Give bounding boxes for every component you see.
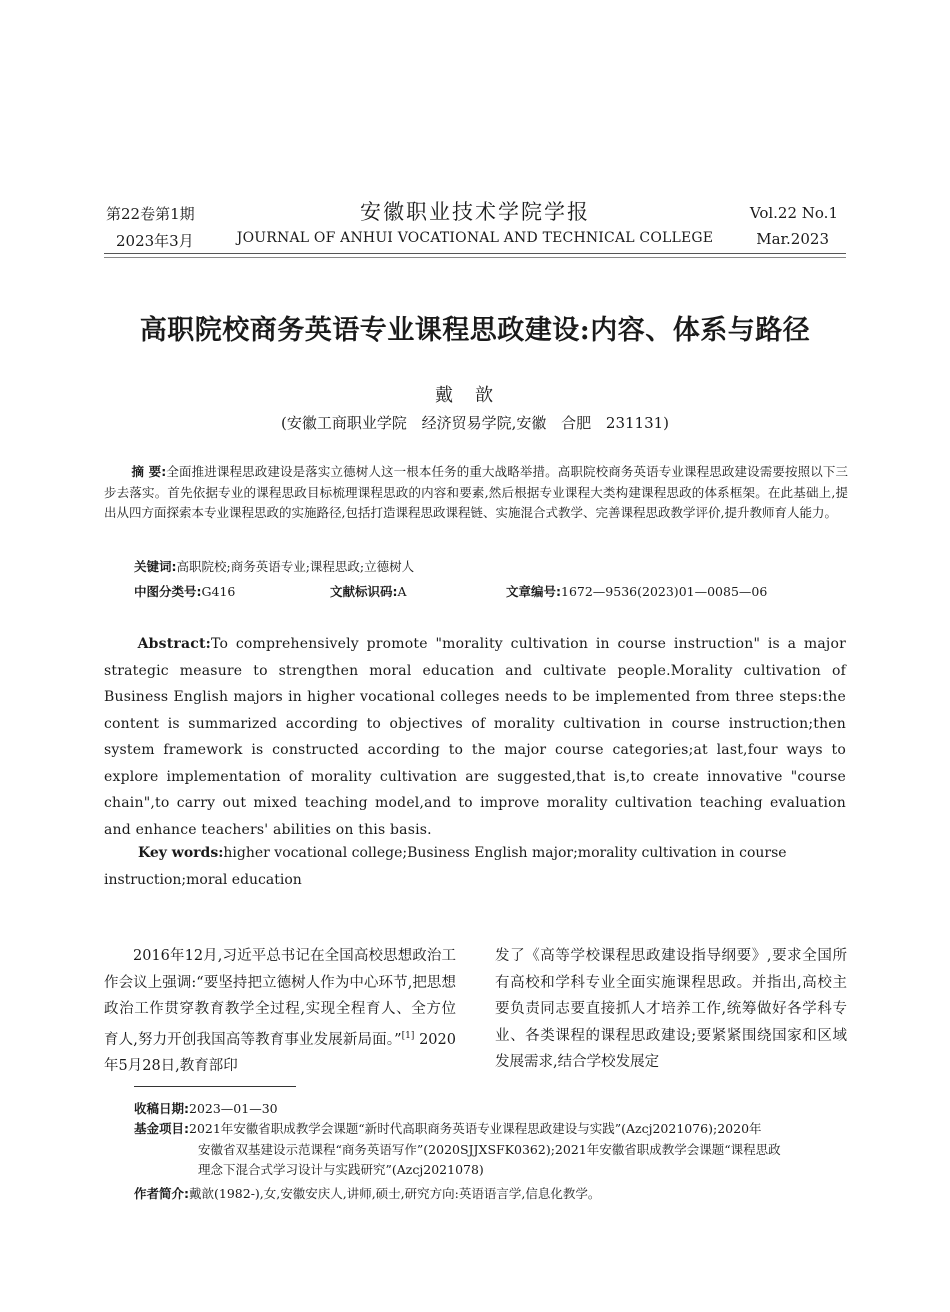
- author-name: 戴歆: [435, 385, 515, 406]
- article-number: [506, 582, 767, 600]
- header-rule-top: [104, 253, 846, 254]
- fund-line-3: 理念下混合式学习设计与实践研究”(Azcj2021078): [198, 1162, 484, 1177]
- fund-line-1: 2021年安徽省职成教学会课题“新时代高职商务英语专业课程思政建设与实践”(Azcj2021076);2020年: [189, 1121, 762, 1136]
- keywords-cn-label: 关键词:: [134, 559, 177, 574]
- article-no-label: 文章编号:: [506, 584, 561, 599]
- body-column-right: [495, 943, 847, 1076]
- date-en: Mar.2023: [756, 230, 829, 248]
- doc-label: 文献标识码:: [330, 584, 398, 599]
- received-date: 2023—01—30: [189, 1101, 278, 1116]
- abstract-cn: [104, 462, 848, 524]
- abstract-en: [104, 631, 846, 843]
- abstract-cn-text: 全面推进课程思政建设是落实立德树人这一根本任务的重大战略举措。高职院校商务英语专业课程思政建设需要按照以下三步去落实。首先依据专业的课程思政目标梳理课程思政的内容和要素,然后根据专业课程大类构建课程思政的体系框架。在此基础上,提出从四方面探索本专业课程思政的实施路径,包括打造课程思政课程链、实施混合式教学、完善课程思政教学评价,提升教师育人能力。: [104, 464, 848, 520]
- journal-title-en: JOURNAL OF ANHUI VOCATIONAL AND TECHNICAL COLLEGE: [236, 230, 714, 246]
- fund-label: 基金项目:: [134, 1121, 189, 1136]
- received-label: 收稿日期:: [134, 1101, 189, 1116]
- fund-line-2: 安徽省双基建设示范课程“商务英语写作”(2020SJJXSFK0362);2021年安徽省职成教学会课题“课程思政: [198, 1141, 781, 1157]
- journal-title-cn: 安徽职业技术学院学报: [360, 200, 590, 224]
- clc-number: [134, 582, 235, 600]
- article-no-value: 1672—9536(2023)01—0085—06: [561, 584, 768, 599]
- keywords-en-text: higher vocational college;Business English major;morality cultivation in course instruction;moral education: [104, 845, 787, 888]
- body-left-text-cont: 2020年5月28日,教育部印: [104, 1031, 456, 1074]
- clc-value: G416: [201, 584, 236, 599]
- footnote-rule: [134, 1086, 296, 1087]
- keywords-cn: [134, 557, 414, 575]
- bio-text: 戴歆(1982-),女,安徽安庆人,讲师,硕士,研究方向:英语语言学,信息化教学。: [189, 1186, 601, 1201]
- abstract-cn-label: 摘 要:: [131, 464, 167, 479]
- abstract-en-label: Abstract:: [137, 636, 212, 652]
- body-left-text: 2016年12月,习近平总书记在全国高校思想政治工作会议上强调:“要坚持把立德树人作为中心环节,把思想政治工作贯穿教育教学全过程,实现全程育人、全方位育人,努力开创我国高等教育事业发展新局面。”: [104, 948, 456, 1048]
- body-right-text: 发了《高等学校课程思政建设指导纲要》,要求全国所有高校和学科专业全面实施课程思政。并指出,高校主要负责同志要直接抓人才培养工作,统筹做好各学科专业、各类课程的课程思政建设;要紧紧围绕国家和区域发展需求,结合学校发展定: [495, 948, 847, 1070]
- citation-ref: [1]: [401, 1030, 415, 1041]
- footnote-received: [134, 1099, 850, 1120]
- clc-label: 中图分类号:: [134, 584, 202, 599]
- header-rule-bottom: [104, 257, 846, 258]
- keywords-cn-text: 高职院校;商务英语专业;课程思政;立德树人: [176, 559, 415, 574]
- author-affiliation: (安徽工商职业学院 经济贸易学院,安徽 合肥 231131): [280, 414, 670, 432]
- abstract-en-text: To comprehensively promote "morality cultivation in course instruction" is a major strategic measure to strengthen moral education and cultivate people.Morality cultivation of Business English majors in higher vocational colleges needs to be implemented from three steps:the content is summarized according to objectives of morality cultivation in course instruction;then system framework is constructed according to the major course categories;at last,four ways to explore implementation of morality cultivation are suggested,that is,to create innovative "course chain",to carry out mixed teaching model,and to improve morality cultivation teaching evaluation and enhance teachers' abilities on this basis.: [104, 636, 846, 838]
- volume-issue-en: Vol.22 No.1: [749, 204, 838, 222]
- keywords-en-label: Key words:: [138, 845, 224, 861]
- doc-value: A: [397, 584, 407, 599]
- keywords-en: [104, 840, 846, 893]
- volume-issue-cn: 第22卷第1期: [106, 205, 195, 223]
- date-cn: 2023年3月: [116, 232, 194, 250]
- article-title: 高职院校商务英语专业课程思政建设:内容、体系与路径: [139, 315, 811, 346]
- bio-label: 作者简介:: [134, 1186, 189, 1201]
- footnote-author-bio: [134, 1184, 850, 1205]
- document-code: [330, 582, 407, 600]
- footnote-fund: [134, 1119, 850, 1181]
- body-column-left: [104, 943, 456, 1079]
